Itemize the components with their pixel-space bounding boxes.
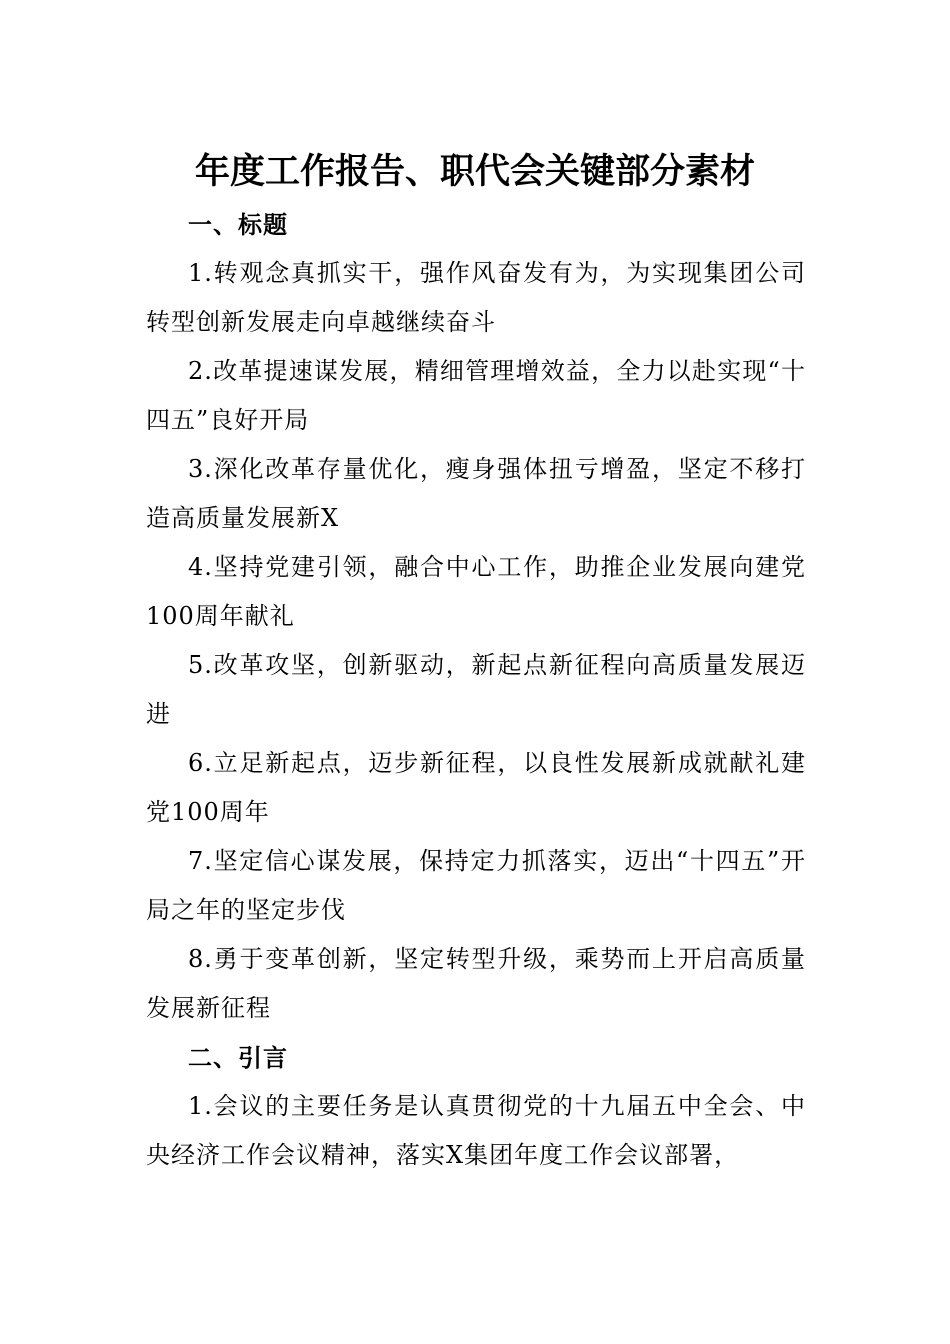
title-item-2: 2.改革提速谋发展，精细管理增效益，全力以赴实现“十四五”良好开局 <box>146 357 806 434</box>
document-body <box>146 200 806 1180</box>
section-heading-titles: 一、标题 <box>188 210 288 239</box>
document-title: 年度工作报告、职代会关键部分素材 <box>194 151 755 193</box>
introduction-paragraph-1: 1.会议的主要任务是认真贯彻党的十九届五中全会、中央经济工作会议精神，落实X集团年度工作会议部署， <box>146 1092 806 1169</box>
title-item-1: 1.转观念真抓实干，强作风奋发有为，为实现集团公司转型创新发展走向卓越继续奋斗 <box>146 259 806 336</box>
title-item-8: 8.勇于变革创新，坚定转型升级，乘势而上开启高质量发展新征程 <box>146 945 806 1022</box>
title-item-5: 5.改革攻坚，创新驱动，新起点新征程向高质量发展迈进 <box>146 651 806 728</box>
title-item-3: 3.深化改革存量优化，瘦身强体扭亏增盈，坚定不移打造高质量发展新X <box>146 455 806 532</box>
title-item-4: 4.坚持党建引领，融合中心工作，助推企业发展向建党100周年献礼 <box>146 553 806 630</box>
title-item-6: 6.立足新起点，迈步新征程，以良性发展新成就献礼建党100周年 <box>146 749 806 826</box>
title-item-7: 7.坚定信心谋发展，保持定力抓落实，迈出“十四五”开局之年的坚定步伐 <box>146 847 806 924</box>
section-heading-introduction: 二、引言 <box>188 1043 288 1072</box>
